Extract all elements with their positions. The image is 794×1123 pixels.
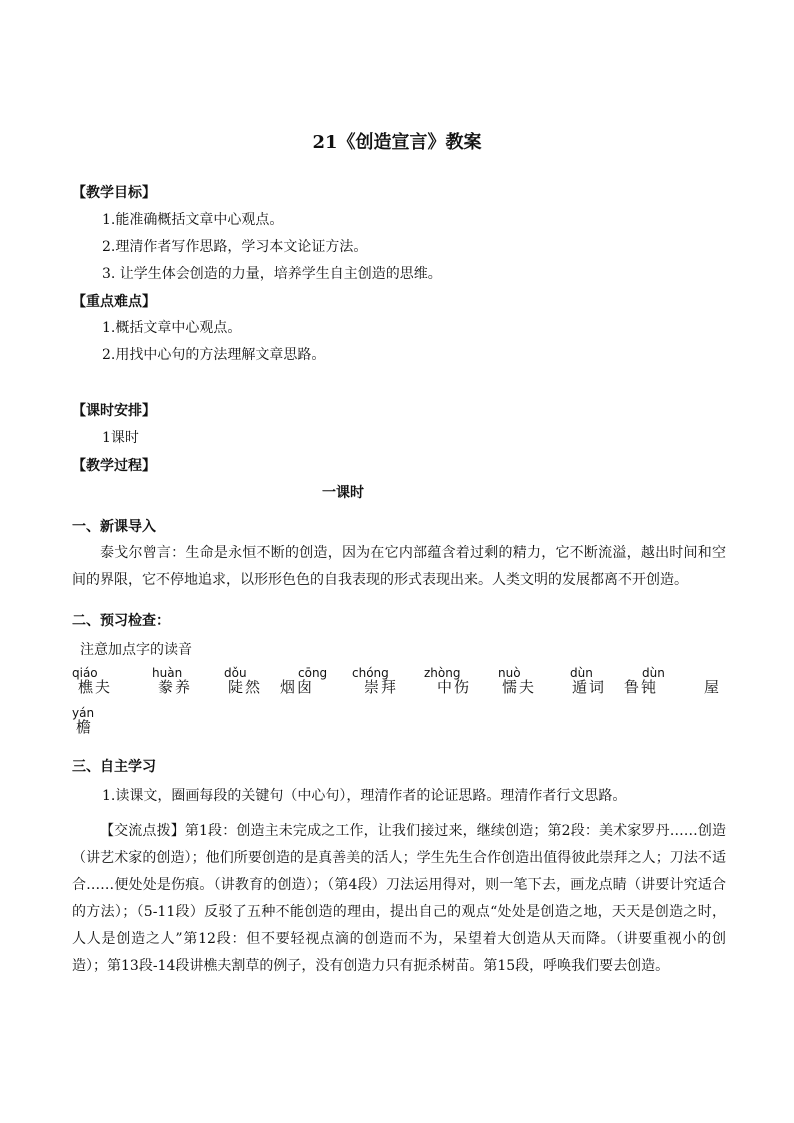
- pinyin-10: yán: [72, 706, 95, 720]
- pinyin-7: nuò: [498, 666, 521, 680]
- word-10-part-2: 檐: [76, 718, 92, 736]
- goal-item-1: 1.能准确概括文章中心观点。: [102, 212, 284, 228]
- section3-item1: 1.读课文，圈画每段的关键句（中心句），理清作者的论证思路。理清作者行文思路。: [102, 788, 627, 804]
- word-9: 鲁钝: [624, 678, 659, 696]
- word-7: 懦夫: [502, 678, 537, 696]
- word-6: 中伤: [437, 678, 472, 696]
- key-point-item-1: 1.概括文章中心观点。: [102, 320, 242, 336]
- section3-header: 三、自主学习: [72, 759, 156, 775]
- word-1: 樵夫: [78, 678, 113, 696]
- exchange-text: 【交流点拨】第1段：创造主未完成之工作，让我们接过来，继续创造；第2段：美术家罗丹……创造（讲艺术家的创造）；他们所要创造的是真善美的活人；学生先生合作创造出值得彼此崇拜之人；刀法不适合……便处处是伤痕。（讲教育的创造）；（第4段）刀法运用得对，则一笔下去，画龙点睛（讲要计究适合的方法）；（5-11段）反驳了五种不能创造的理由，提出自己的观点“处处是创造之地，天天是创造之时，人人是创造之人”第12段：但不要轻视点滴的创造而不为，呆望着大创造从天而降。（讲要重视小的创造）；第13段-14段讲樵夫割草的例子，没有创造力只有扼杀树苗。第15段，呼唤我们要去创造。: [72, 823, 726, 974]
- process-header: 【教学过程】: [72, 458, 156, 474]
- schedule-header: 【课时安排】: [72, 403, 156, 419]
- pinyin-4: cōng: [298, 666, 328, 680]
- goal-item-2: 2.理清作者写作思路，学习本文论证方法。: [102, 239, 368, 255]
- word-8: 遁词: [572, 678, 607, 696]
- key-point-item-2: 2.用找中心句的方法理解文章思路。: [102, 347, 326, 363]
- goal-item-3: 3. 让学生体会创造的力量，培养学生自主创造的思维。: [102, 266, 442, 282]
- key-points-header: 【重点难点】: [72, 294, 156, 310]
- pinyin-9: dùn: [642, 666, 665, 680]
- section1-text: 泰戈尔曾言：生命是永恒不断的创造，因为在它内部蕴含着过剩的精力，它不断流溢，越出时间和空间的界限，它不停地追求，以形形色色的自我表现的形式表现出来。人类文明的发展都离不开创造。: [72, 545, 726, 588]
- pinyin-8: dùn: [570, 666, 593, 680]
- pinyin-6: zhòng: [424, 666, 461, 680]
- section1-paragraph: [72, 540, 726, 594]
- teaching-goals-header: 【教学目标】: [72, 185, 156, 201]
- word-5: 崇拜: [364, 678, 399, 696]
- process-subheading: 一课时: [322, 485, 364, 501]
- document-title: 21《创造宣言》教案: [312, 132, 482, 153]
- pinyin-3: dǒu: [224, 666, 247, 680]
- word-2: 豢养: [158, 678, 193, 696]
- pinyin-1: qiáo: [72, 666, 98, 680]
- word-3: 陡然: [228, 678, 263, 696]
- pinyin-2: huàn: [152, 666, 183, 680]
- section2-header: 二、预习检查：: [72, 613, 170, 629]
- section1-header: 一、新课导入: [72, 519, 156, 535]
- schedule-value: 1课时: [102, 430, 139, 446]
- section3-exchange: [72, 818, 726, 980]
- word-10-part-1: 屋: [704, 678, 720, 696]
- pinyin-5: chóng: [352, 666, 389, 680]
- word-4: 烟囱: [280, 678, 315, 696]
- section2-note: 注意加点字的读音: [80, 642, 192, 658]
